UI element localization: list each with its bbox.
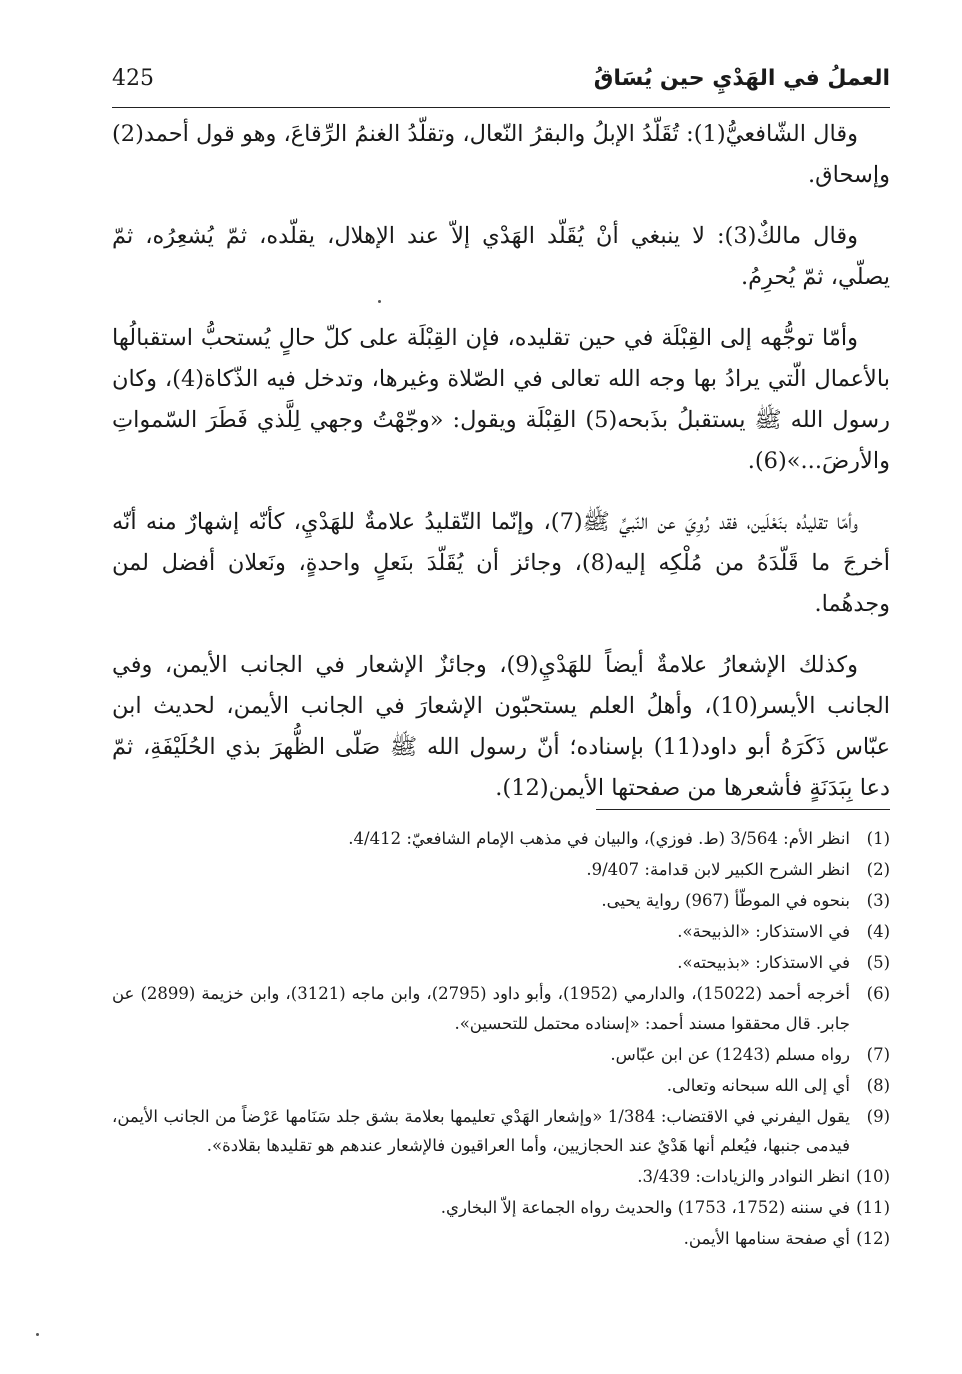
footnote-text: أي صفحة سنامها الأيمن. bbox=[683, 1229, 850, 1248]
footnote bbox=[112, 824, 890, 854]
footnote-text: يقول اليفرني في الاقتضاب: 1/384 «وإشعار الهَدْي تعليمها بعلامة بشق جلد سَنَامها عَرْضاً من الجانب الأيمن، فيدمى جنبها، فيُعلم أنها هَدْيٌ عند الحجازيين، وأما العراقيون فالإشعار عندهم هو تقليدها بقلادة». bbox=[112, 1106, 850, 1155]
footnote-number: (10) bbox=[856, 1167, 890, 1186]
paragraph: وأمّا توجُّهه إلى القِبْلَة في حين تقليده، فإن القِبْلَة على كلّ حالٍ يُستحبُّ استقبالُها بالأعمال الّتي يرادُ بها وجه الله تعالى في الصّلاة وغيرها، وتدخل فيه الذّكاة(4)، وكان رسول الله ﷺ يستقبلُ بذَبحه(5) القِبْلَة ويقول: «وجّهْتُ وجهي لِلَّذي فَطَرَ السّمواتِ والأرضَ...»(6). bbox=[112, 325, 890, 474]
footnote-text: في الاستذكار: «الذبيحة». bbox=[677, 922, 850, 941]
footnote-number: (3) bbox=[866, 891, 890, 910]
paragraph: وأمّا تقليدُه بنَعْلَين، فقد رُوِيَ عن النّبيِّ ﷺ(7)، وإنّما التّقليدُ علامةٌ للهَدْيِ، كأنّه إشهارٌ منه أنّه أخرجَ ما قَلّدَهُ من مُلْكِه إليه(8)، وجائز أن يُقَلّدَ بنَعلٍ واحدةٍ، ونَعلان أفضل لمن وجدهُما. bbox=[112, 509, 890, 617]
footnotes bbox=[112, 824, 890, 1255]
footnote bbox=[112, 917, 890, 947]
footnote-text: أخرجه أحمد (15022)، والدارمي (1952)، وأبو داود (2795)، وابن ماجه (3121)، وابن خزيمة (2899) عن جابر. قال محققوا مسند أحمد: «إسناده محتمل للتحسين». bbox=[112, 984, 850, 1033]
footnote-text: في سننه (1752، 1753) والحديث رواه الجماعة إلاّ البخاري. bbox=[440, 1198, 850, 1217]
footnote bbox=[112, 1193, 890, 1223]
running-title: العملُ في الهَدْيِ حين يُسَاقُ bbox=[593, 66, 890, 91]
footnote-text: انظر النوادر والزيادات: 3/439. bbox=[637, 1167, 850, 1186]
footnote-text: انظر الشرح الكبير لابن قدامة: 9/407. bbox=[586, 860, 850, 879]
main-text bbox=[112, 114, 890, 829]
footnote bbox=[112, 948, 890, 978]
page-number: 425 bbox=[112, 66, 154, 91]
footnote-number: (8) bbox=[866, 1075, 890, 1095]
paragraph: وكذلك الإشعارُ علامةٌ أيضاً للهَدْيِ(9)، وجائزٌ الإشعار في الجانب الأيمن، وفي الجانب الأيسر(10)، وأهلُ العلم يستحبّون الإشعارَ في الجانب الأيمن، لحديث ابن عبّاس ذَكَرَهُ أبو داود(11) بإسناده؛ أنّ رسول الله ﷺ صَلّى الظُّهرَ بذي الحُلَيْفَةِ، ثمّ دعا بِبَدَنَةٍ فأشعرها من صفحتها الأيمن(12). bbox=[112, 652, 890, 801]
footnote bbox=[112, 1071, 890, 1101]
footnote bbox=[112, 855, 890, 885]
scan-speck bbox=[36, 1333, 39, 1336]
paragraph: وقال مالكٌ(3): لا ينبغي أنْ يُقَلّد الهَدْي إلاّ عند الإهلال، يقلّده، ثمّ يُشعِرُه، ثمّ يصلّي، ثمّ يُحرِمُ. bbox=[112, 223, 890, 290]
footnote-number: (5) bbox=[866, 953, 890, 972]
footnote-separator bbox=[596, 809, 890, 810]
footnote-number: (9) bbox=[866, 1106, 890, 1126]
footnote-text: رواه مسلم (1243) عن ابن عبّاس. bbox=[610, 1044, 850, 1064]
footnote-number: (6) bbox=[866, 984, 890, 1003]
footnote-number: (7) bbox=[866, 1044, 890, 1064]
footnote-number: (1) bbox=[866, 829, 890, 848]
footnote bbox=[112, 1040, 890, 1070]
paragraph: وقال الشّافعيُّ(1): تُقَلّدُ الإبلُ والبقرُ النّعال، وتقلّدُ الغنمُ الرِّقاعَ، وهو قول أحمد(2) وإسحاق. bbox=[112, 121, 890, 188]
header-rule bbox=[112, 107, 890, 108]
footnote-text: في الاستذكار: «بذبيحته». bbox=[677, 953, 850, 972]
footnote-text: أي إلى الله سبحانه وتعالى. bbox=[666, 1075, 850, 1095]
footnote-number: (4) bbox=[866, 922, 890, 941]
footnote-number: (11) bbox=[856, 1198, 890, 1217]
scan-speck bbox=[378, 300, 381, 303]
page-header bbox=[112, 60, 890, 108]
footnote bbox=[112, 1224, 890, 1254]
footnote bbox=[112, 886, 890, 916]
footnote bbox=[112, 979, 890, 1038]
footnote-number: (12) bbox=[856, 1229, 890, 1248]
footnote bbox=[112, 1162, 890, 1192]
footnote-text: بنحوه في الموطّأ (967) رواية يحيى. bbox=[601, 891, 850, 910]
footnote-number: (2) bbox=[866, 860, 890, 879]
footnote bbox=[112, 1102, 890, 1161]
footnote-text: انظر الأم: 3/564 (ط. فوزي)، والبيان في مذهب الإمام الشافعيّ: 4/412. bbox=[348, 829, 850, 848]
